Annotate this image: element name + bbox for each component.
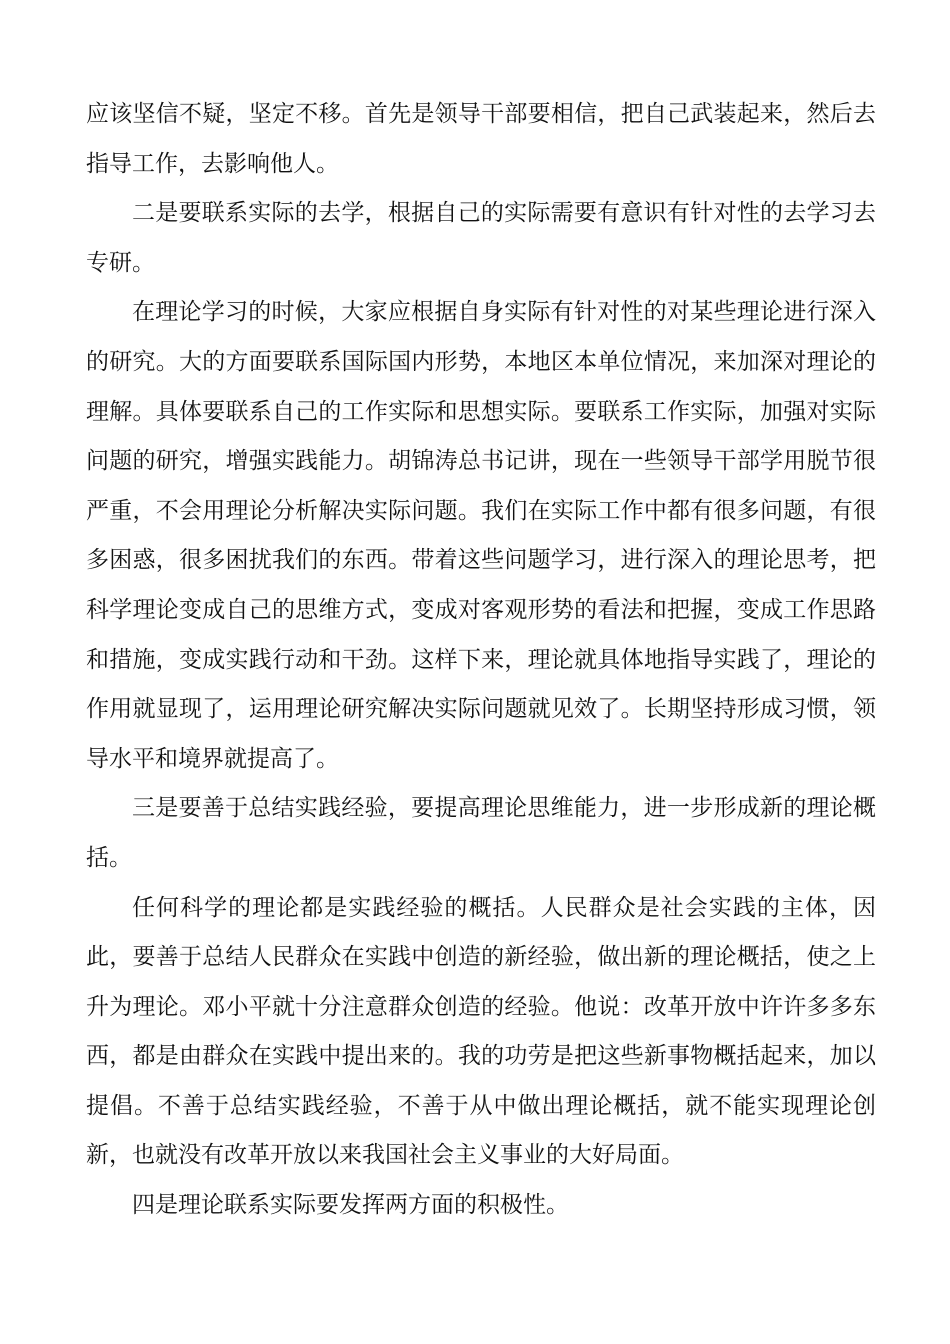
document-body <box>86 90 876 1231</box>
paragraph-point-three: 三是要善于总结实践经验，要提高理论思维能力，进一步形成新的理论概括。 <box>86 795 876 871</box>
paragraph-point-four: 四是理论联系实际要发挥两方面的积极性。 <box>132 1192 569 1219</box>
paragraph-practice-experience: 任何科学的理论都是实践经验的概括。人民群众是社会实践的主体，因此，要善于总结人民群众在实践中创造的新经验，做出新的理论概括，使之上升为理论。邓小平就十分注意群众创造的经验。他说：改革开放中许许多多东西，都是由群众在实践中提出来的。我的功劳是把这些新事物概括起来，加以提倡。不善于总结实践经验，不善于从中做出理论概括，就不能实现理论创新，也就没有改革开放以来我国社会主义事业的大好局面。 <box>86 894 876 1169</box>
paragraph-theory-study: 在理论学习的时候，大家应根据自身实际有针对性的对某些理论进行深入的研究。大的方面要联系国际国内形势，本地区本单位情况，来加深对理论的理解。具体要联系自己的工作实际和思想实际。要联系工作实际，加强对实际问题的研究，增强实践能力。胡锦涛总书记讲，现在一些领导干部学用脱节很严重，不会用理论分析解决实际问题。我们在实际工作中都有很多问题，有很多困惑，很多困扰我们的东西。带着这些问题学习，进行深入的理论思考，把科学理论变成自己的思维方式，变成对客观形势的看法和把握，变成工作思路和措施，变成实践行动和干劲。这样下来，理论就具体地指导实践了，理论的作用就显现了，运用理论研究解决实际问题就见效了。长期坚持形成习惯，领导水平和境界就提高了。 <box>86 299 876 772</box>
paragraph-point-two: 二是要联系实际的去学，根据自己的实际需要有意识有针对性的去学习去专研。 <box>86 200 876 276</box>
paragraph-continuation: 应该坚信不疑，坚定不移。首先是领导干部要相信，把自己武装起来，然后去指导工作，去影响他人。 <box>86 101 876 177</box>
